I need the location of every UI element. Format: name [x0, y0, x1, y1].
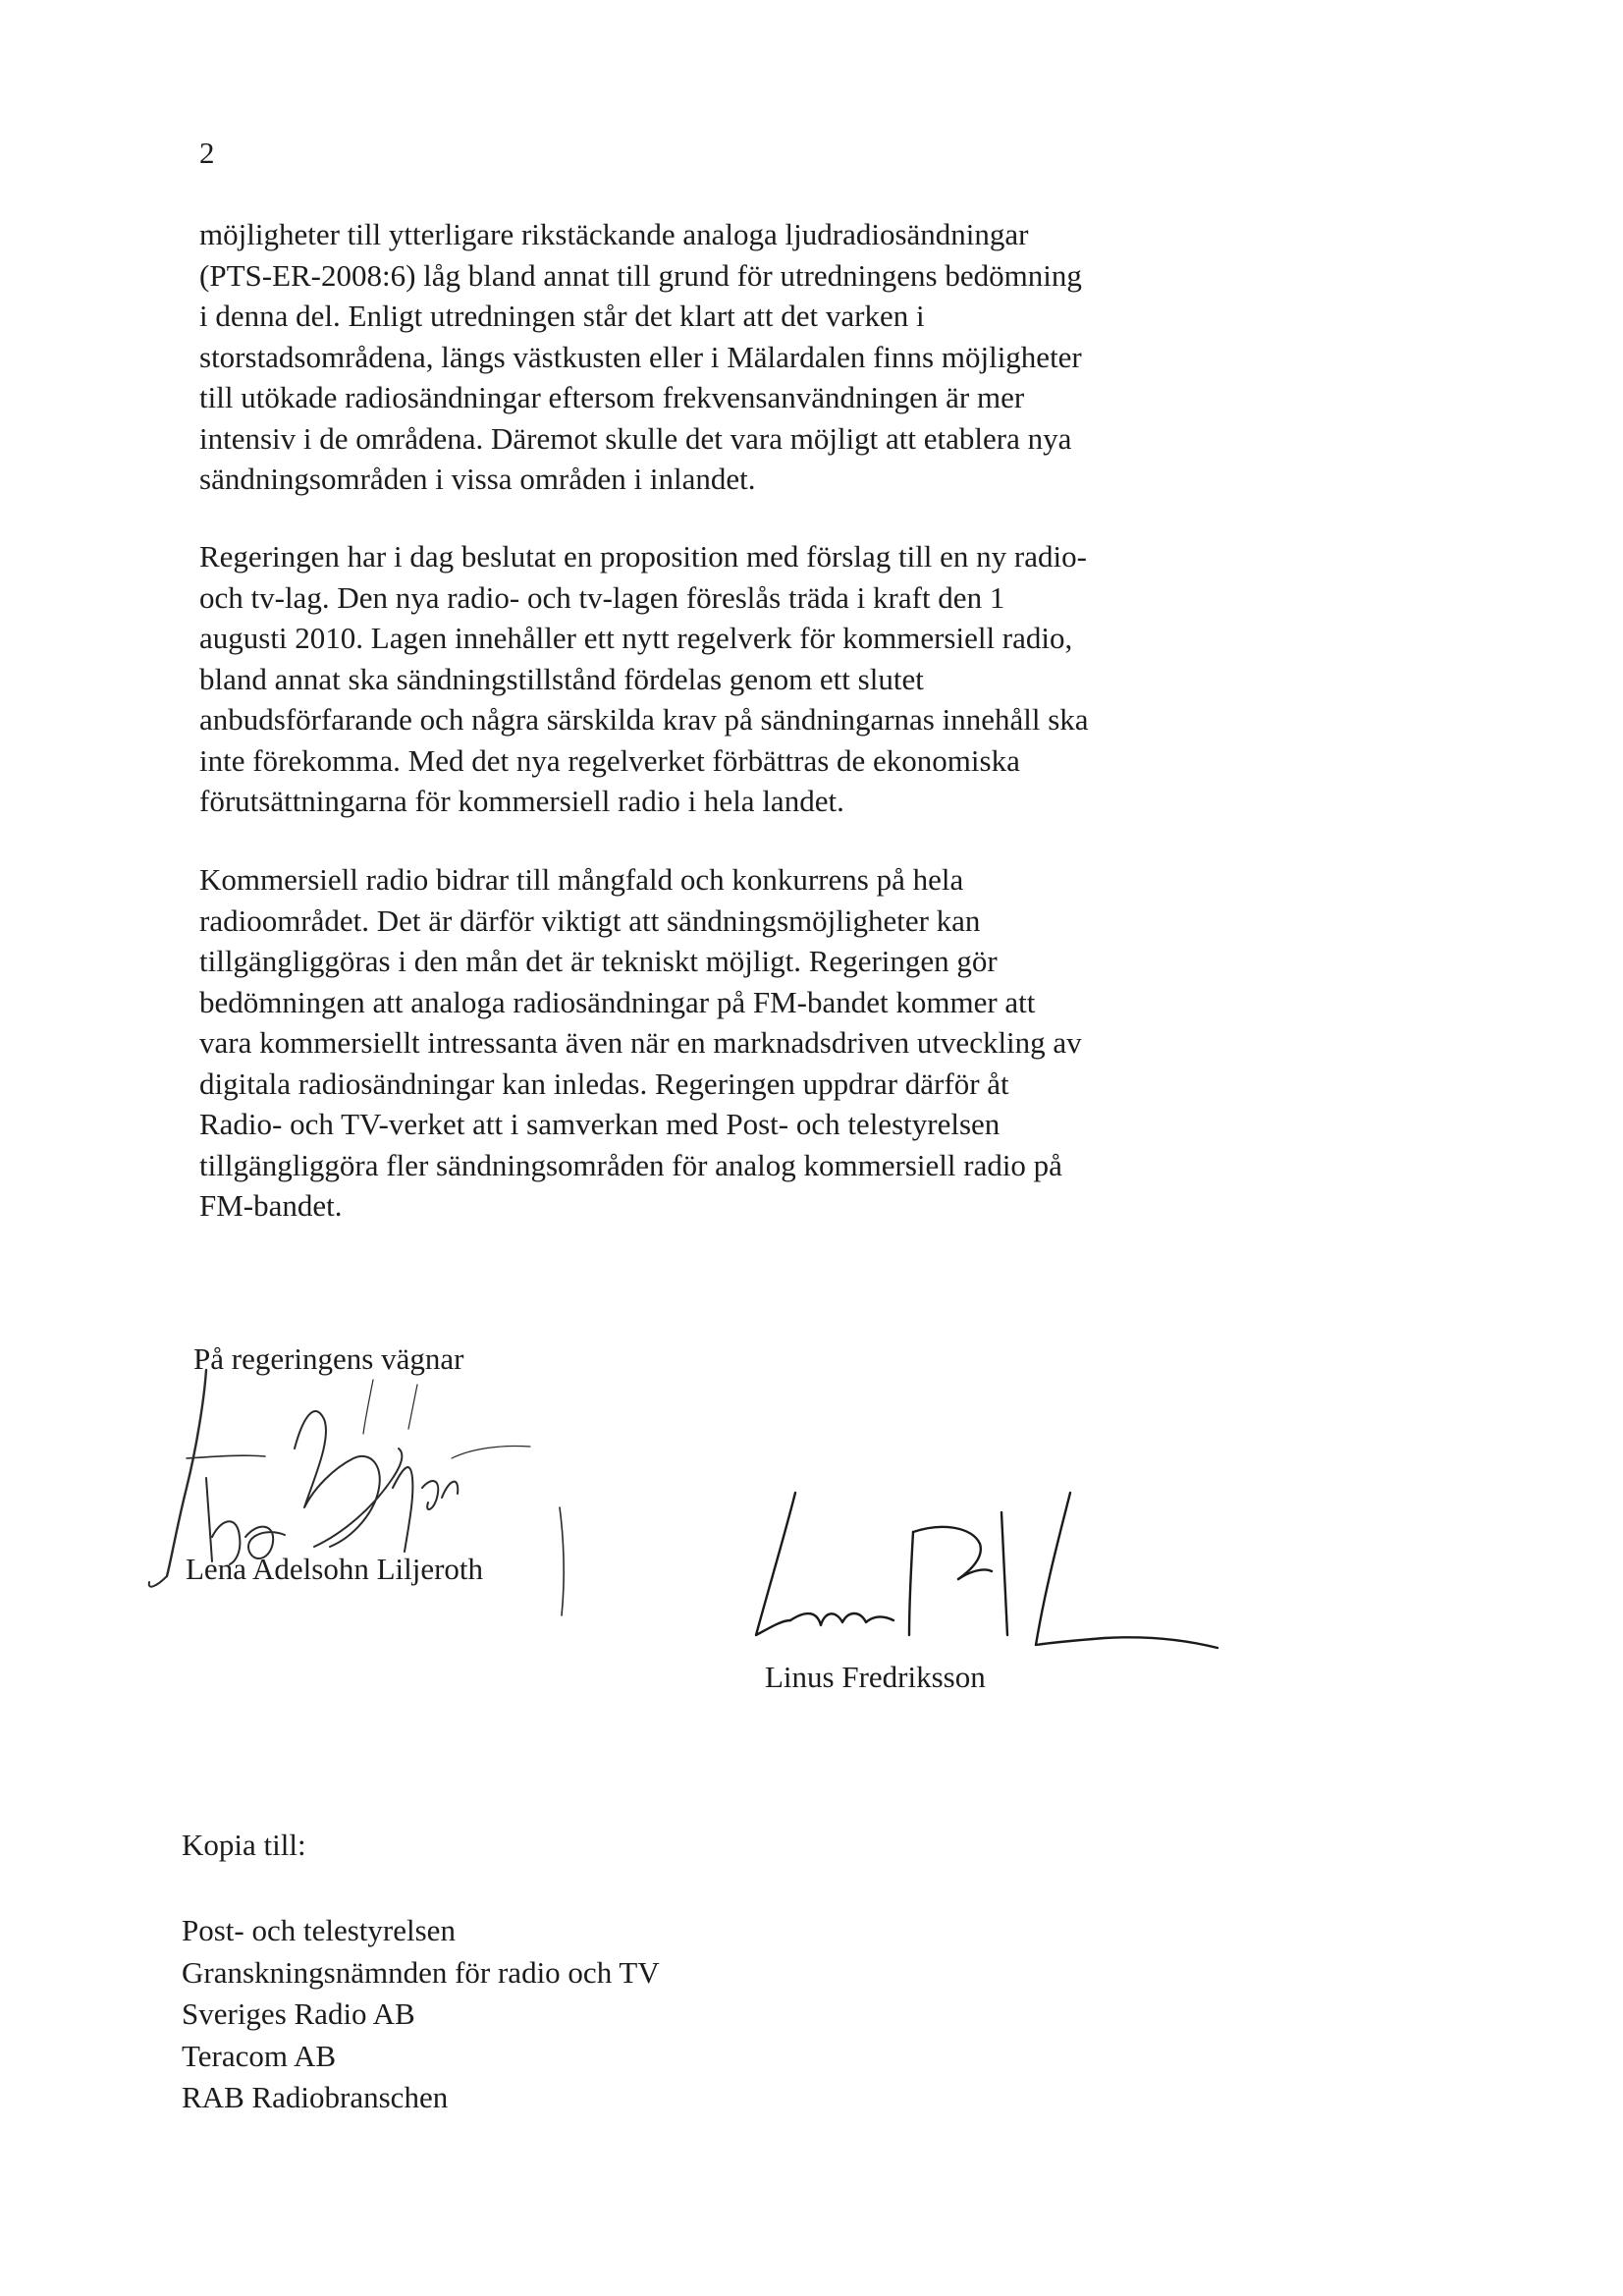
paragraph-line: möjligheter till ytterligare rikstäckande analoga ljudradiosändningar [199, 217, 1029, 251]
handwritten-signature [727, 1473, 1237, 1669]
paragraph-line: vara kommersiellt intressanta även när en marknadsdriven utveckling av [199, 1025, 1082, 1060]
paragraph-line: augusti 2010. Lagen innehåller ett nytt regelverk för kommersiell radio, [199, 621, 1073, 655]
copy-recipient: Granskningsnämnden för radio och TV [182, 1954, 660, 1990]
body-paragraph [199, 214, 1230, 500]
paragraph-line: förutsättningarna för kommersiell radio i hela landet. [199, 784, 844, 818]
paragraph-line: (PTS-ER-2008:6) låg bland annat till grund för utredningens bedömning [199, 257, 1082, 293]
signatory-name: Linus Fredriksson [765, 1660, 986, 1694]
copy-heading: Kopia till: [182, 1828, 306, 1862]
paragraph-line: Regeringen har i dag beslutat en proposition med förslag till en ny radio- [199, 539, 1087, 574]
paragraph-line: FM-bandet. [199, 1188, 343, 1223]
copy-recipient: Sveriges Radio AB [182, 1996, 415, 2031]
paragraph-line: digitala radiosändningar kan inledas. Regeringen uppdrar därför åt [199, 1066, 1009, 1101]
paragraph-line: inte förekomma. Med det nya regelverket förbättras de ekonomiska [199, 742, 1020, 778]
signatory-name: Lena Adelsohn Liljeroth [186, 1552, 484, 1586]
paragraph-line: storstadsområdena, längs västkusten eller i Mälardalen finns möjligheter [199, 339, 1082, 374]
copy-recipient-list [182, 1910, 660, 2119]
closing-phrase: På regeringens vägnar [193, 1341, 464, 1376]
paragraph-line: Radio- och TV-verket att i samverkan med Post- och telestyrelsen [199, 1107, 1001, 1141]
paragraph-line: anbudsförfarande och några särskilda krav på sändningarnas innehåll ska [199, 702, 1089, 737]
paragraph-line: bedömningen att analoga radiosändningar på FM-bandet kommer att [199, 984, 1036, 1019]
paragraph-line: och tv-lag. Den nya radio- och tv-lagen föreslås träda i kraft den 1 [199, 579, 1005, 615]
copy-recipient: Post- och telestyrelsen [182, 1913, 456, 1947]
paragraph-line: Kommersiell radio bidrar till mångfald och konkurrens på hela [199, 862, 964, 897]
copy-recipient: RAB Radiobranschen [182, 2080, 449, 2114]
paragraph-line: till utökade radiosändningar eftersom frekvensanvändningen är mer [199, 380, 1025, 414]
paragraph-line: bland annat ska sändningstillstånd fördelas genom ett slutet [199, 661, 924, 696]
paragraph-line: radioområdet. Det är därför viktigt att sändningsmöjligheter kan [199, 902, 981, 938]
page-number: 2 [199, 136, 215, 170]
paragraph-line: sändningsområden i vissa områden i inlandet. [199, 462, 756, 496]
body-paragraph [199, 536, 1230, 822]
paragraph-line: intensiv i de områdena. Däremot skulle det vara möjligt att etablera nya [199, 420, 1072, 456]
paragraph-line: i denna del. Enligt utredningen står det klart att det varken i [199, 299, 925, 333]
body-paragraph [199, 859, 1230, 1227]
paragraph-line: tillgängliggöras i den mån det är tekniskt möjligt. Regeringen gör [199, 944, 998, 978]
copy-recipient: Teracom AB [182, 2038, 337, 2073]
paragraph-line: tillgängliggöra fler sändningsområden för analog kommersiell radio på [199, 1147, 1062, 1182]
